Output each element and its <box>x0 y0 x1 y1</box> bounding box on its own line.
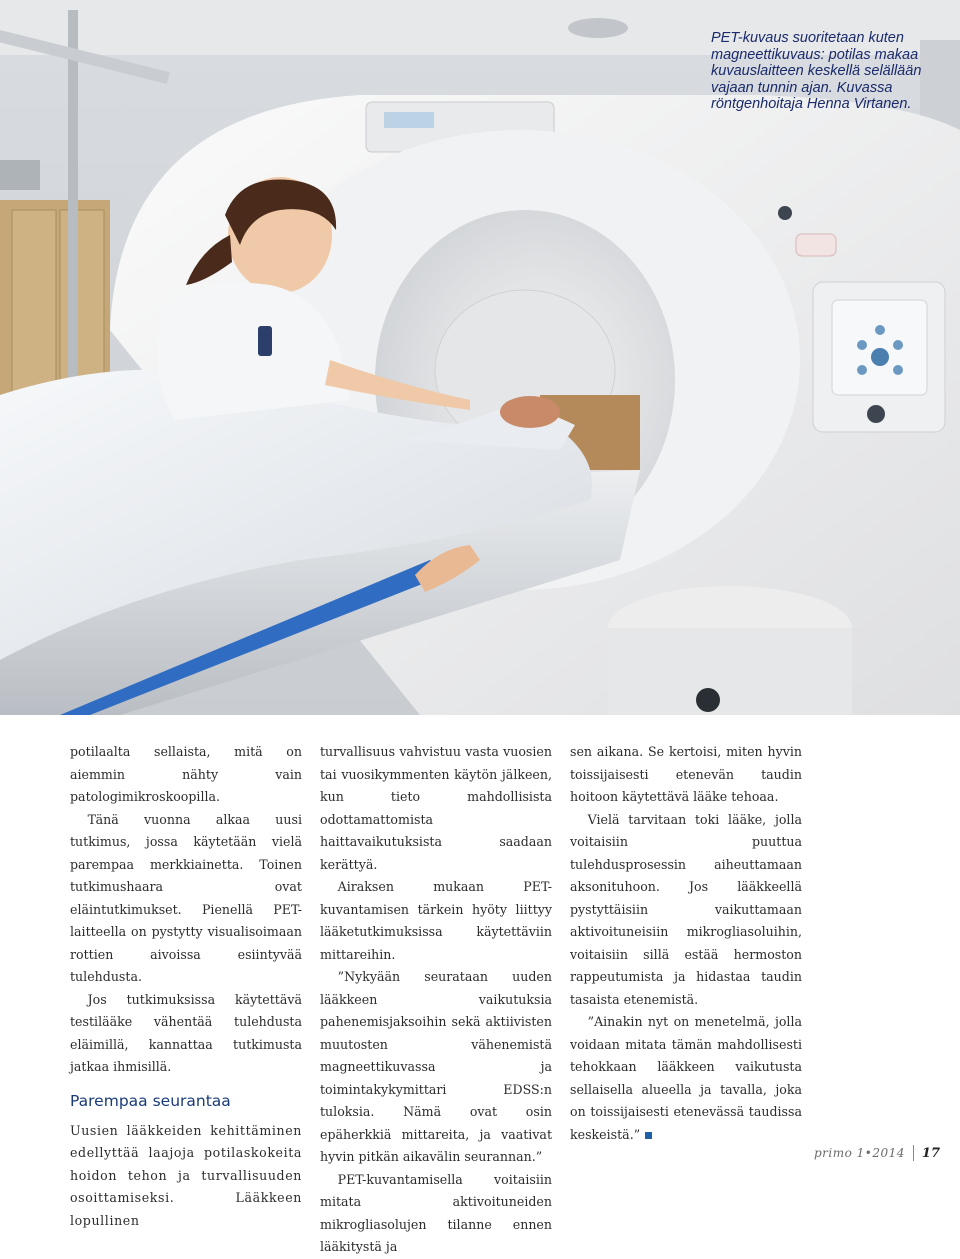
article-column-1 <box>70 741 302 1232</box>
paragraph: Jos tutkimuksissa käytettävä testilääke vähentää tulehdusta eläimillä, kannattaa tutkimusta jatkaa ihmisillä. <box>70 991 302 1074</box>
end-of-article-mark-icon <box>645 1132 652 1139</box>
paragraph: sen aikana. Se kertoisi, miten hyvin toissijaisesti etenevän taudin hoitoon käytettävä lääke tehoaa. <box>570 744 802 804</box>
page-number: 17 <box>921 1145 940 1161</box>
page-footer <box>814 1144 940 1162</box>
footer-divider <box>913 1145 914 1161</box>
paragraph: Uusien lääkkeiden kehittäminen edellyttää laajoja potilaskokeita hoidon tehon ja turvallisuuden osoittamiseksi. Lääkkeen lopullinen <box>70 1122 302 1228</box>
paragraph: PET-kuvantamisella voitaisiin mitata aktivoituneiden mikrogliasolujen tilanne ennen lääkitystä ja <box>320 1171 552 1254</box>
photo-caption: PET-kuvaus suoritetaan kuten magneettikuvaus: potilas makaa kuvauslaitteen keskellä selällään vajaan tunnin ajan. Kuvassa röntgenhoitaja Henna Virtanen. <box>711 30 922 113</box>
paragraph <box>570 1011 802 1146</box>
paragraph: turvallisuus vahvistuu vasta vuosien tai vuosikymmenten käytön jälkeen, kun tieto mahdollisista odottamattomista haittavaikutuksista saadaan kerättyä. <box>320 744 552 872</box>
paragraph: ”Nykyään seurataan uuden lääkkeen vaikutuksia pahenemisjaksoihin sekä aktiivisten muutosten vähenemistä magneettikuvassa ja toimintakykymittari EDSS:n tuloksia. Nämä ovat osin epäherkkiä mittareita, ja vaativat hyvin pitkän aikavälin seurannan.” <box>320 969 552 1164</box>
magazine-issue: primo 1•2014 <box>813 1146 905 1160</box>
paragraph: Tänä vuonna alkaa uusi tutkimus, jossa käytetään vielä parempaa merkkiainetta. Toinen tutkimushaara ovat eläintutkimukset. Pienellä PET-laitteella on pystytty visualisoimaan rottien aivoissa esiintyvää tulehdusta. <box>70 811 302 984</box>
article-column-3 <box>570 741 802 1146</box>
paragraph: potilaalta sellaista, mitä on aiemmin nähty vain patologimikroskoopilla. <box>70 744 302 804</box>
article-column-2 <box>320 741 552 1259</box>
section-subheading: Parempaa seurantaa <box>70 1091 231 1110</box>
paragraph: Vielä tarvitaan toki lääke, jolla voitaisiin puuttua tulehdusprosessin aiheuttamaan aksonituhoon. Jos lääkkeellä pystyttäisiin vaikuttamaan aktivoituneisiin mikrogliasoluihin, voitaisiin sillä estää hermoston rappeutumista ja hidastaa taudin tasaista etenemistä. <box>570 811 802 1007</box>
paragraph: Airaksen mukaan PET-kuvantamisen tärkein hyöty liittyy lääketutkimuksissa käytettäviin mittareihin. <box>320 879 552 962</box>
paragraph-text: ”Ainakin nyt on menetelmä, jolla voidaan mitata tämän mahdollisesti tehokkaan lääkkeen vaikutusta sellaisella alueella ja tavalla, joka on toissijaisesti etenevässä taudissa keskeistä.” <box>570 1014 802 1142</box>
